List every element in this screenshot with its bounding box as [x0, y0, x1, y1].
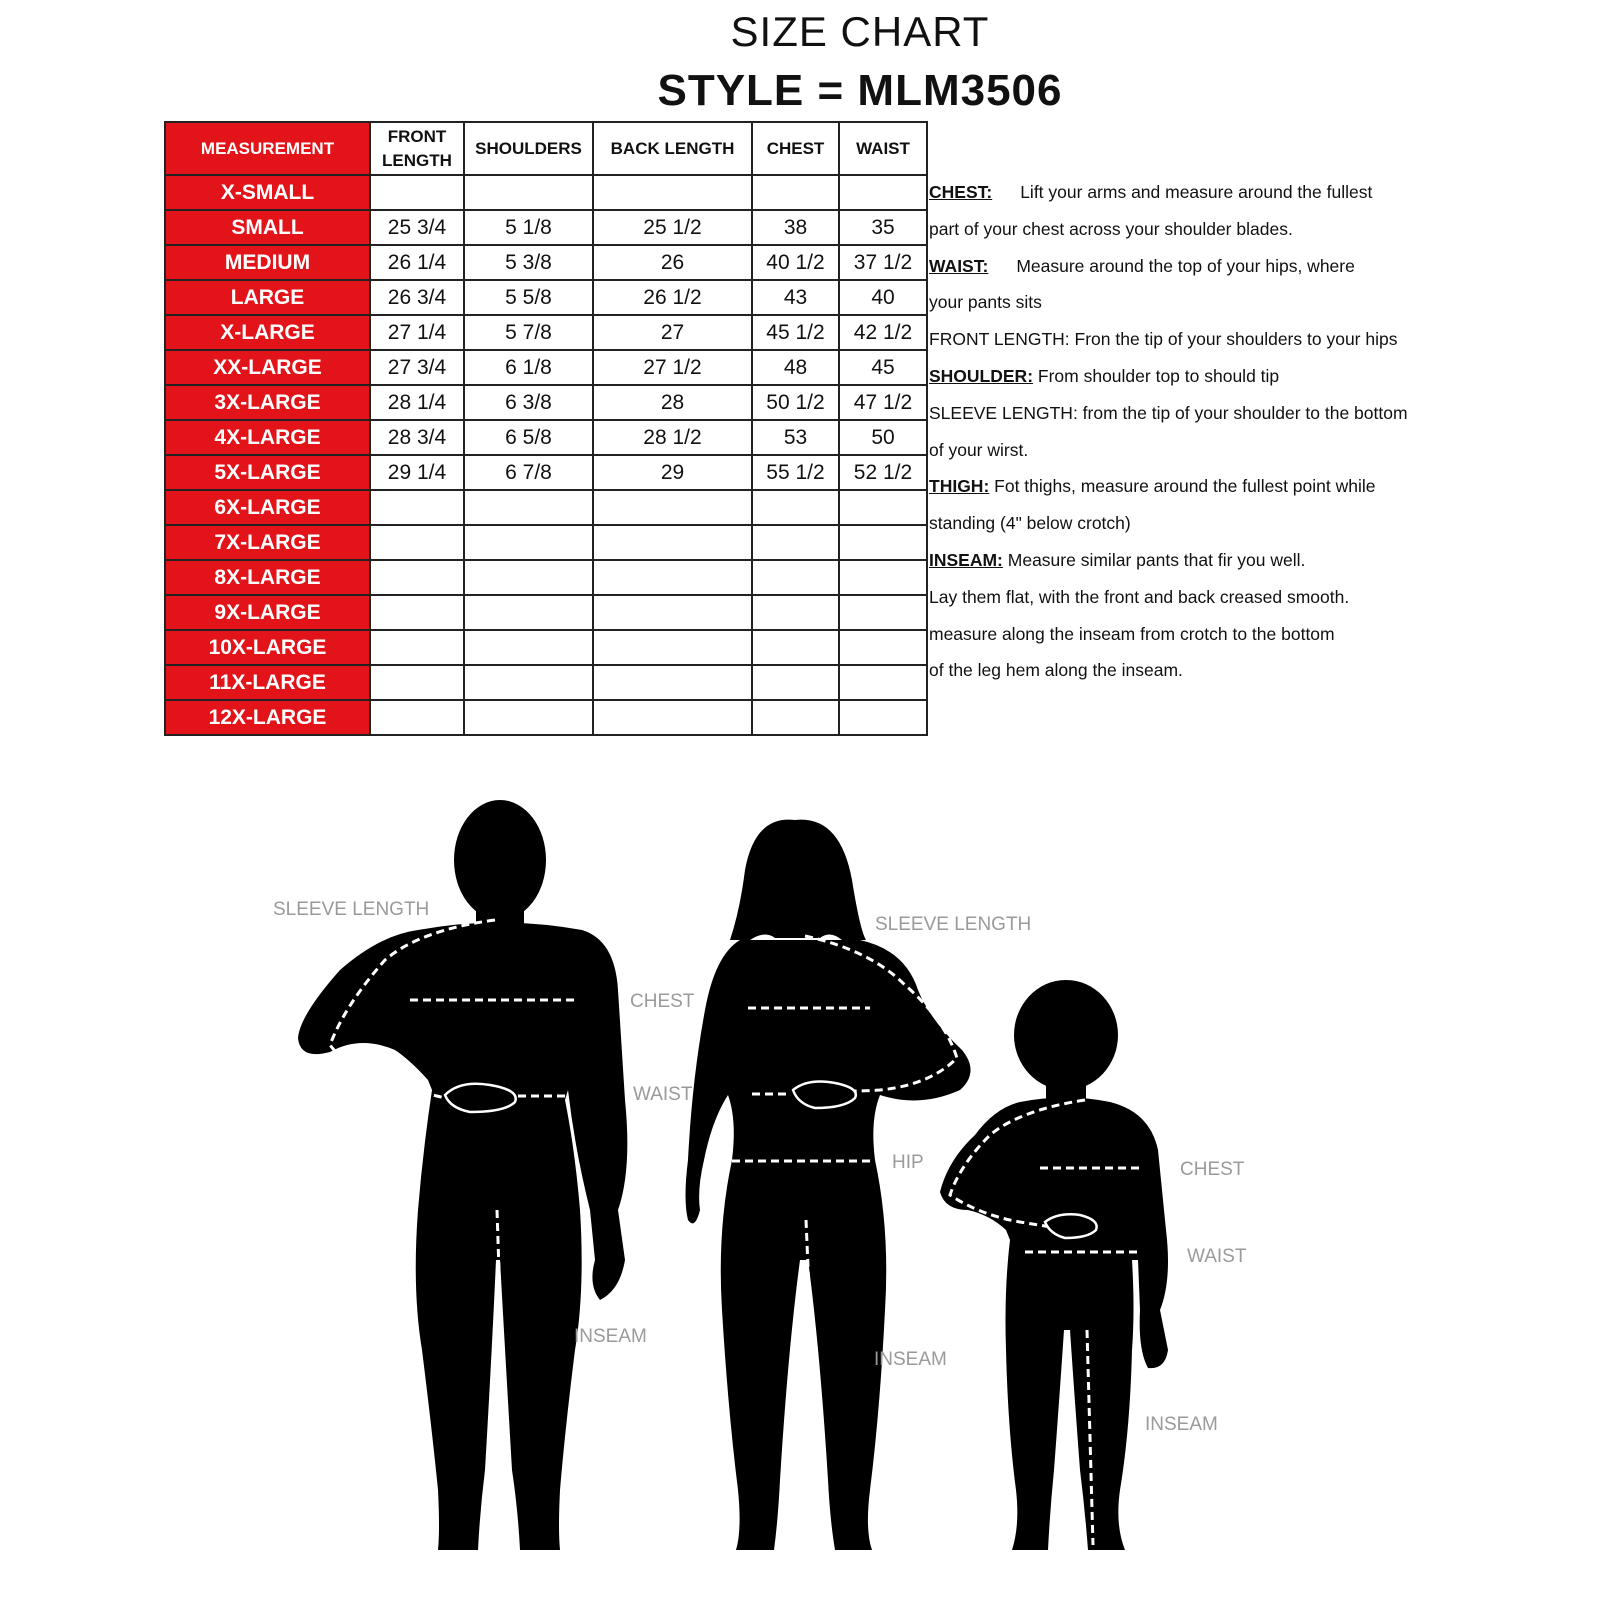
- man-chest-label: CHEST: [630, 991, 695, 1012]
- man-hand-icon: [445, 1084, 516, 1112]
- note-thigh-key: THIGH:: [929, 476, 990, 497]
- shoulders-cell: [464, 560, 593, 595]
- woman-inseam-label: INSEAM: [874, 1349, 947, 1370]
- front-length-cell: [370, 560, 464, 595]
- table-row: [165, 175, 927, 210]
- waist-cell: 40: [839, 280, 927, 315]
- back-length-cell: 25 1/2: [593, 210, 752, 245]
- header-waist: WAIST: [839, 122, 927, 175]
- table-row: [165, 350, 927, 385]
- note-thigh-text: Fot thighs, measure around the fullest point while: [994, 476, 1376, 497]
- body-measurement-illustration: [0, 790, 1600, 1590]
- table-row: [165, 490, 927, 525]
- chest-cell: [752, 665, 839, 700]
- shoulders-cell: [464, 700, 593, 735]
- chest-cell: [752, 490, 839, 525]
- back-length-cell: [593, 175, 752, 210]
- header-front-length: [370, 122, 464, 175]
- note-inseam-cont3: of the leg hem along the inseam.: [929, 660, 1183, 681]
- size-label: 9X-LARGE: [165, 595, 370, 630]
- waist-cell: 37 1/2: [839, 245, 927, 280]
- front-length-cell: 29 1/4: [370, 455, 464, 490]
- header-shoulders: SHOULDERS: [464, 122, 593, 175]
- waist-cell: [839, 175, 927, 210]
- child-silhouette: [940, 980, 1168, 1550]
- front-length-cell: 25 3/4: [370, 210, 464, 245]
- size-label: 11X-LARGE: [165, 665, 370, 700]
- size-label: 12X-LARGE: [165, 700, 370, 735]
- chest-cell: [752, 560, 839, 595]
- shoulders-cell: [464, 490, 593, 525]
- waist-cell: 47 1/2: [839, 385, 927, 420]
- size-label: 5X-LARGE: [165, 455, 370, 490]
- man-sleeve-label: SLEEVE LENGTH: [273, 899, 430, 920]
- shoulders-cell: 6 7/8: [464, 455, 593, 490]
- note-chest-key: CHEST:: [929, 182, 993, 202]
- shoulders-cell: 5 3/8: [464, 245, 593, 280]
- chest-cell: [752, 630, 839, 665]
- table-row: [165, 525, 927, 560]
- style-number: STYLE = MLM3506: [657, 66, 1063, 115]
- front-length-cell: [370, 630, 464, 665]
- table-row: [165, 420, 927, 455]
- waist-cell: [839, 595, 927, 630]
- table-row: [165, 455, 927, 490]
- shoulders-cell: 6 5/8: [464, 420, 593, 455]
- chest-cell: 55 1/2: [752, 455, 839, 490]
- man-waist-label: WAIST: [633, 1084, 693, 1105]
- front-length-cell: [370, 700, 464, 735]
- shoulders-cell: 5 1/8: [464, 210, 593, 245]
- size-label: 8X-LARGE: [165, 560, 370, 595]
- note-shoulder-key: SHOULDER:: [929, 365, 1034, 386]
- child-chest-label: CHEST: [1180, 1159, 1245, 1180]
- size-label: X-LARGE: [165, 315, 370, 350]
- front-length-cell: [370, 490, 464, 525]
- back-length-cell: 27: [593, 315, 752, 350]
- back-length-cell: 26: [593, 245, 752, 280]
- woman-hip-label: HIP: [892, 1152, 924, 1173]
- note-inseam-cont2: measure along the inseam from crotch to the bottom: [929, 623, 1335, 644]
- shoulders-cell: [464, 630, 593, 665]
- size-label: LARGE: [165, 280, 370, 315]
- size-label: 10X-LARGE: [165, 630, 370, 665]
- woman-hand-icon: [793, 1082, 856, 1108]
- front-length-cell: 28 3/4: [370, 420, 464, 455]
- shoulders-cell: [464, 525, 593, 560]
- size-label: XX-LARGE: [165, 350, 370, 385]
- waist-cell: 45: [839, 350, 927, 385]
- back-length-cell: [593, 525, 752, 560]
- waist-cell: 52 1/2: [839, 455, 927, 490]
- shoulders-cell: [464, 595, 593, 630]
- size-label: X-SMALL: [165, 175, 370, 210]
- back-length-cell: [593, 665, 752, 700]
- note-waist-key: WAIST:: [929, 255, 989, 276]
- front-length-cell: [370, 175, 464, 210]
- note-thigh-cont: standing (4" below crotch): [929, 513, 1131, 534]
- chest-cell: [752, 525, 839, 560]
- chest-cell: [752, 700, 839, 735]
- size-label: 6X-LARGE: [165, 490, 370, 525]
- child-inseam-label: INSEAM: [1145, 1414, 1218, 1435]
- chest-cell: 45 1/2: [752, 315, 839, 350]
- table-row: [165, 210, 927, 245]
- front-length-cell: [370, 525, 464, 560]
- note-front-length: FRONT LENGTH: Fron the tip of your shoulders to your hips: [929, 329, 1398, 350]
- waist-cell: [839, 490, 927, 525]
- chest-cell: 43: [752, 280, 839, 315]
- note-shoulder-text: From shoulder top to should tip: [1037, 365, 1280, 386]
- front-length-cell: 26 3/4: [370, 280, 464, 315]
- table-row: [165, 630, 927, 665]
- back-length-cell: 27 1/2: [593, 350, 752, 385]
- child-waist-label: WAIST: [1187, 1246, 1247, 1267]
- chest-cell: [752, 175, 839, 210]
- table-row: [165, 700, 927, 735]
- table-row: [165, 245, 927, 280]
- note-inseam-cont1: Lay them flat, with the front and back creased smooth.: [929, 586, 1350, 607]
- back-length-cell: [593, 490, 752, 525]
- note-chest: [929, 174, 1569, 211]
- size-label: 3X-LARGE: [165, 385, 370, 420]
- size-label: 7X-LARGE: [165, 525, 370, 560]
- note-waist-text: Measure around the top of your hips, where: [1016, 255, 1355, 276]
- page-title: SIZE CHART: [730, 8, 990, 55]
- size-label: 4X-LARGE: [165, 420, 370, 455]
- waist-cell: [839, 525, 927, 560]
- shoulders-cell: 6 3/8: [464, 385, 593, 420]
- table-row: [165, 595, 927, 630]
- chest-cell: [752, 595, 839, 630]
- note-inseam: [929, 542, 1569, 579]
- shoulders-cell: [464, 665, 593, 700]
- chest-cell: 48: [752, 350, 839, 385]
- waist-cell: [839, 560, 927, 595]
- size-label: SMALL: [165, 210, 370, 245]
- shoulders-cell: 5 7/8: [464, 315, 593, 350]
- table-row: [165, 560, 927, 595]
- table-row: [165, 280, 927, 315]
- front-length-cell: 26 1/4: [370, 245, 464, 280]
- table-row: [165, 385, 927, 420]
- front-length-cell: [370, 665, 464, 700]
- note-chest-cont: part of your chest across your shoulder blades.: [929, 218, 1293, 239]
- shoulders-cell: 5 5/8: [464, 280, 593, 315]
- back-length-cell: [593, 700, 752, 735]
- back-length-cell: [593, 560, 752, 595]
- back-length-cell: 26 1/2: [593, 280, 752, 315]
- waist-cell: [839, 700, 927, 735]
- woman-sleeve-label: SLEEVE LENGTH: [875, 914, 1032, 935]
- header-chest: CHEST: [752, 122, 839, 175]
- waist-cell: 35: [839, 210, 927, 245]
- shoulders-cell: [464, 175, 593, 210]
- note-shoulder: [929, 358, 1569, 395]
- man-inseam-label: INSEAM: [574, 1326, 647, 1347]
- header-front-length-line1: FRONT: [387, 126, 447, 146]
- chest-cell: 53: [752, 420, 839, 455]
- header-front-length-line2: LENGTH: [382, 150, 452, 170]
- front-length-cell: [370, 595, 464, 630]
- chest-cell: 40 1/2: [752, 245, 839, 280]
- note-inseam-text: Measure similar pants that fir you well.: [1007, 549, 1306, 570]
- note-sleeve-length: SLEEVE LENGTH: from the tip of your shoulder to the bottom: [929, 402, 1408, 423]
- back-length-cell: [593, 630, 752, 665]
- back-length-cell: [593, 595, 752, 630]
- note-sleeve-length-cont: of your wirst.: [929, 439, 1029, 460]
- back-length-cell: 28 1/2: [593, 420, 752, 455]
- front-length-cell: 27 1/4: [370, 315, 464, 350]
- note-thigh: [929, 468, 1569, 505]
- front-length-cell: 27 3/4: [370, 350, 464, 385]
- header-back-length: BACK LENGTH: [593, 122, 752, 175]
- note-waist-cont: your pants sits: [929, 292, 1042, 313]
- note-waist: [929, 248, 1569, 285]
- size-table: [164, 121, 928, 736]
- note-inseam-key: INSEAM:: [929, 549, 1003, 570]
- measurement-notes: [929, 174, 1569, 689]
- waist-cell: [839, 665, 927, 700]
- table-row: [165, 315, 927, 350]
- size-label: MEDIUM: [165, 245, 370, 280]
- waist-cell: 42 1/2: [839, 315, 927, 350]
- chest-cell: 38: [752, 210, 839, 245]
- back-length-cell: 28: [593, 385, 752, 420]
- table-header-row: [165, 122, 927, 175]
- waist-cell: 50: [839, 420, 927, 455]
- header-measurement: MEASUREMENT: [165, 122, 370, 175]
- note-chest-text: Lift your arms and measure around the fullest: [1020, 182, 1373, 202]
- table-row: [165, 665, 927, 700]
- chest-cell: 50 1/2: [752, 385, 839, 420]
- front-length-cell: 28 1/4: [370, 385, 464, 420]
- back-length-cell: 29: [593, 455, 752, 490]
- shoulders-cell: 6 1/8: [464, 350, 593, 385]
- waist-cell: [839, 630, 927, 665]
